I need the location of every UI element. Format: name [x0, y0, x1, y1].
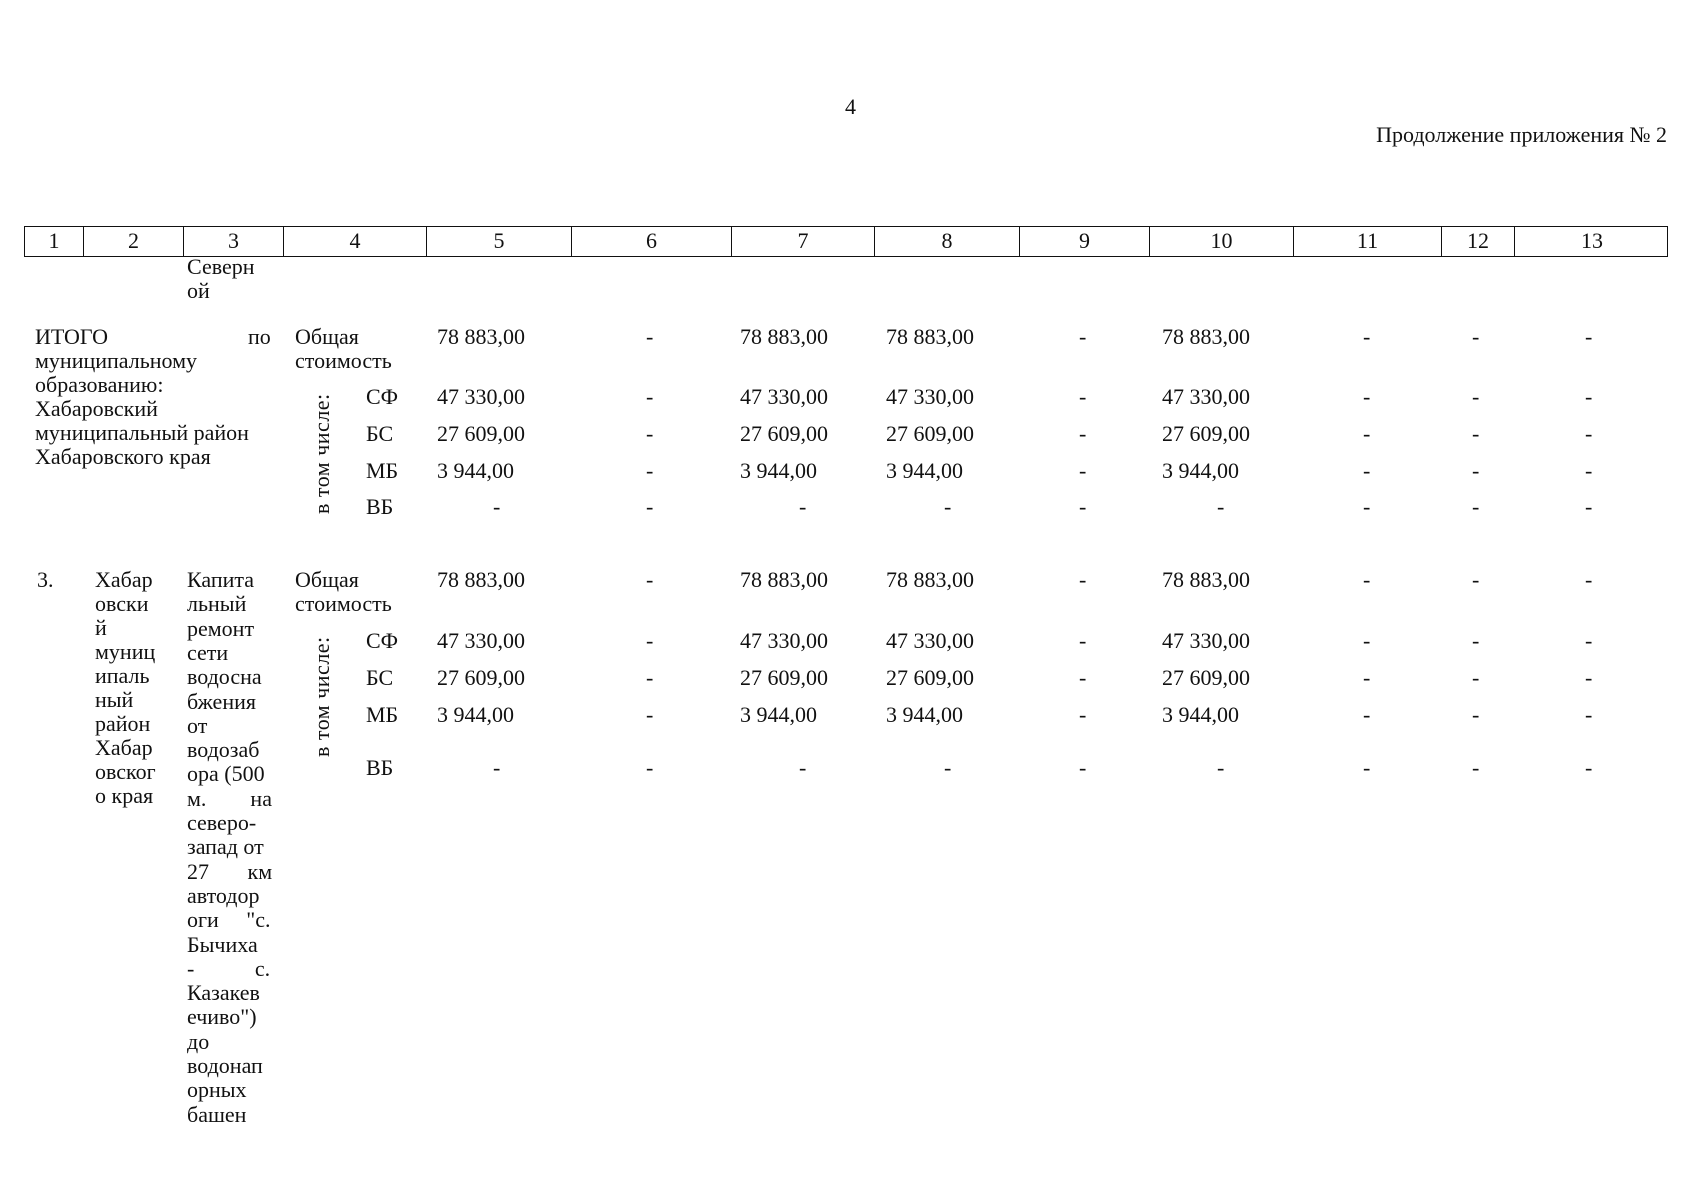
cell-c10: 3 944,00 — [1162, 458, 1239, 483]
cell-c11: - — [1363, 458, 1371, 483]
cell-c7: 47 330,00 — [740, 384, 828, 409]
total-label-itogo: ИТОГО — [35, 324, 108, 349]
cell-c11: - — [1363, 567, 1371, 592]
item-object-line: от — [187, 712, 208, 738]
cell-c12: - — [1472, 324, 1480, 349]
cell-c11: - — [1363, 324, 1371, 349]
page-number: 4 — [845, 94, 856, 119]
cell-c5: 3 944,00 — [437, 702, 514, 727]
total-label-line: образованию: — [35, 372, 164, 397]
cell-c9: - — [1079, 494, 1087, 519]
cell-c7: 3 944,00 — [740, 458, 817, 483]
item-number: 3. — [37, 567, 54, 592]
item-municipality-line: овског — [95, 759, 156, 784]
cell-c7: - — [799, 494, 807, 519]
cell-c10: - — [1217, 755, 1225, 780]
cell-c11: - — [1363, 665, 1371, 690]
cell-c11: - — [1363, 702, 1371, 727]
item-municipality-line: район — [95, 711, 151, 736]
item-object-line: м. на — [187, 785, 272, 811]
cell-c11: - — [1363, 494, 1371, 519]
item-object-line: 27 км — [187, 858, 273, 884]
item-cost-label: стоимость — [295, 591, 392, 616]
cell-c12: - — [1472, 458, 1480, 483]
item-cost-label: Общая — [295, 567, 359, 592]
cell-c10: - — [1217, 494, 1225, 519]
cell-c11: - — [1363, 628, 1371, 653]
col3-fragment-line: Северн — [187, 254, 255, 279]
cell-c8: 47 330,00 — [886, 384, 974, 409]
total-cost-label: Общая — [295, 324, 359, 349]
cell-c9: - — [1079, 421, 1087, 446]
cell-c6: - — [646, 324, 654, 349]
cell-c9: - — [1079, 665, 1087, 690]
cell-c5: 78 883,00 — [437, 324, 525, 349]
cell-c10: 78 883,00 — [1162, 567, 1250, 592]
cell-c5: 47 330,00 — [437, 628, 525, 653]
cell-c11: - — [1363, 755, 1371, 780]
header-col-13: 13 — [1581, 228, 1603, 253]
item-object-line: Капита — [187, 567, 255, 592]
item-municipality-line: ипаль — [95, 663, 150, 688]
cell-c13: - — [1585, 567, 1593, 592]
total-label-line: Хабаровский — [35, 396, 158, 421]
item-object-line: ремонт — [187, 615, 255, 641]
item-object-line: северо- — [187, 810, 257, 835]
header-col-9: 9 — [1020, 227, 1150, 256]
item-object-line: запад от — [187, 834, 264, 860]
total-vertical-label: в том числе: — [309, 393, 334, 514]
cell-c8: 78 883,00 — [886, 324, 974, 349]
cell-c11: - — [1363, 421, 1371, 446]
item-municipality-line: ный — [95, 687, 134, 712]
cell-c13: - — [1585, 755, 1593, 780]
header-col-6: 6 — [572, 227, 732, 256]
cell-c12: - — [1472, 702, 1480, 727]
col3-fragment-line: ой — [187, 278, 210, 303]
item-vertical-label: в том числе: — [309, 636, 334, 757]
cell-c5: 47 330,00 — [437, 384, 525, 409]
funding-type-label: ВБ — [366, 494, 394, 519]
item-object-line: автодор — [187, 882, 260, 908]
cell-c6: - — [646, 421, 654, 446]
cell-c11: - — [1363, 384, 1371, 409]
cell-c13: - — [1585, 421, 1593, 446]
cell-c8: 3 944,00 — [886, 458, 963, 483]
item-object-line: до — [187, 1028, 210, 1054]
header-col-10: 10 — [1150, 227, 1294, 256]
cell-c6: - — [646, 458, 654, 483]
header-col-4: 4 — [284, 227, 427, 256]
funding-type-label: СФ — [366, 384, 399, 409]
item-municipality-line: муниц — [95, 639, 156, 664]
cell-c5: 27 609,00 — [437, 421, 525, 446]
item-object-line: ечиво") — [187, 1004, 257, 1030]
cell-c5: 27 609,00 — [437, 665, 525, 690]
cell-c12: - — [1472, 755, 1480, 780]
item-object-line: водозаб — [187, 737, 260, 763]
header-col-2: 2 — [84, 227, 184, 256]
cell-c10: 27 609,00 — [1162, 665, 1250, 690]
cell-c9: - — [1079, 628, 1087, 653]
cell-c9: - — [1079, 567, 1087, 592]
cell-c12: - — [1472, 384, 1480, 409]
cell-c5: - — [493, 494, 501, 519]
item-object-line: оги "с. — [187, 907, 271, 933]
total-label-line: муниципальный район — [35, 420, 249, 445]
cell-c7: 27 609,00 — [740, 421, 828, 446]
header-col-12: 12 — [1442, 227, 1515, 256]
cell-c6: - — [646, 567, 654, 592]
funding-type-label: МБ — [366, 458, 399, 483]
item-object-line: Казакев — [187, 980, 260, 1006]
cell-c6: - — [646, 665, 654, 690]
column-number-header — [24, 226, 1668, 257]
item-object-line: Бычиха — [187, 931, 258, 957]
cell-c7: 3 944,00 — [740, 702, 817, 727]
header-col-3: 3 — [184, 227, 284, 256]
cell-c6: - — [646, 702, 654, 727]
cell-c9: - — [1079, 755, 1087, 780]
item-object-line: орных — [187, 1077, 247, 1103]
funding-type-label: ВБ — [366, 755, 394, 780]
item-object-line: ора (500 — [187, 761, 265, 787]
total-label-line: Хабаровского края — [35, 444, 211, 469]
item-object-line: бжения — [187, 688, 256, 714]
item-object-line: водосна — [187, 664, 262, 690]
cell-c12: - — [1472, 628, 1480, 653]
item-municipality-line: Хабар — [95, 567, 153, 592]
cell-c9: - — [1079, 458, 1087, 483]
item-object-line: льный — [187, 591, 247, 617]
item-municipality-line: й — [95, 615, 107, 640]
cell-c7: - — [799, 755, 807, 780]
funding-type-label: БС — [366, 421, 394, 446]
cell-c9: - — [1079, 702, 1087, 727]
cell-c8: 27 609,00 — [886, 665, 974, 690]
cell-c8: - — [944, 755, 952, 780]
cell-c9: - — [1079, 384, 1087, 409]
cell-c7: 78 883,00 — [740, 324, 828, 349]
cell-c7: 27 609,00 — [740, 665, 828, 690]
cell-c8: 3 944,00 — [886, 702, 963, 727]
funding-type-label: МБ — [366, 702, 399, 727]
cell-c12: - — [1472, 421, 1480, 446]
item-object-line: сети — [187, 639, 229, 665]
cell-c13: - — [1585, 494, 1593, 519]
cell-c13: - — [1585, 628, 1593, 653]
cell-c5: 3 944,00 — [437, 458, 514, 483]
cell-c13: - — [1585, 702, 1593, 727]
cell-c9: - — [1079, 324, 1087, 349]
continuation-title: Продолжение приложения № 2 — [1376, 122, 1667, 147]
header-col-5: 5 — [427, 227, 572, 256]
cell-c7: 78 883,00 — [740, 567, 828, 592]
header-col-1: 1 — [25, 227, 84, 256]
cell-c5: - — [493, 755, 501, 780]
item-municipality-line: овски — [95, 591, 149, 616]
cell-c6: - — [646, 494, 654, 519]
cell-c10: 78 883,00 — [1162, 324, 1250, 349]
cell-c12: - — [1472, 665, 1480, 690]
total-label-line: муниципальному — [35, 348, 198, 373]
cell-c13: - — [1585, 458, 1593, 483]
item-object-line: водонап — [187, 1053, 263, 1078]
cell-c8: - — [944, 494, 952, 519]
item-municipality-line: о края — [95, 783, 154, 808]
cell-c6: - — [646, 384, 654, 409]
header-col-11: 11 — [1294, 227, 1442, 256]
cell-c10: 27 609,00 — [1162, 421, 1250, 446]
cell-c10: 3 944,00 — [1162, 702, 1239, 727]
item-municipality-line: Хабар — [95, 735, 153, 760]
item-object-line: башен — [187, 1101, 247, 1127]
total-label-po: по — [248, 324, 271, 349]
cell-c6: - — [646, 755, 654, 780]
cell-c10: 47 330,00 — [1162, 628, 1250, 653]
cell-c10: 47 330,00 — [1162, 384, 1250, 409]
cell-c13: - — [1585, 665, 1593, 690]
cell-c7: 47 330,00 — [740, 628, 828, 653]
cell-c13: - — [1585, 384, 1593, 409]
cell-c8: 78 883,00 — [886, 567, 974, 592]
cell-c12: - — [1472, 494, 1480, 519]
cell-c6: - — [646, 628, 654, 653]
funding-type-label: СФ — [366, 628, 399, 653]
cell-c8: 47 330,00 — [886, 628, 974, 653]
header-col-8: 8 — [875, 227, 1020, 256]
funding-type-label: БС — [366, 665, 394, 690]
cell-c13: - — [1585, 324, 1593, 349]
cell-c5: 78 883,00 — [437, 567, 525, 592]
item-object-line: - с. — [187, 955, 271, 981]
cell-c8: 27 609,00 — [886, 421, 974, 446]
cell-c12: - — [1472, 567, 1480, 592]
header-col-7: 7 — [732, 227, 875, 256]
total-cost-label: стоимость — [295, 348, 392, 373]
